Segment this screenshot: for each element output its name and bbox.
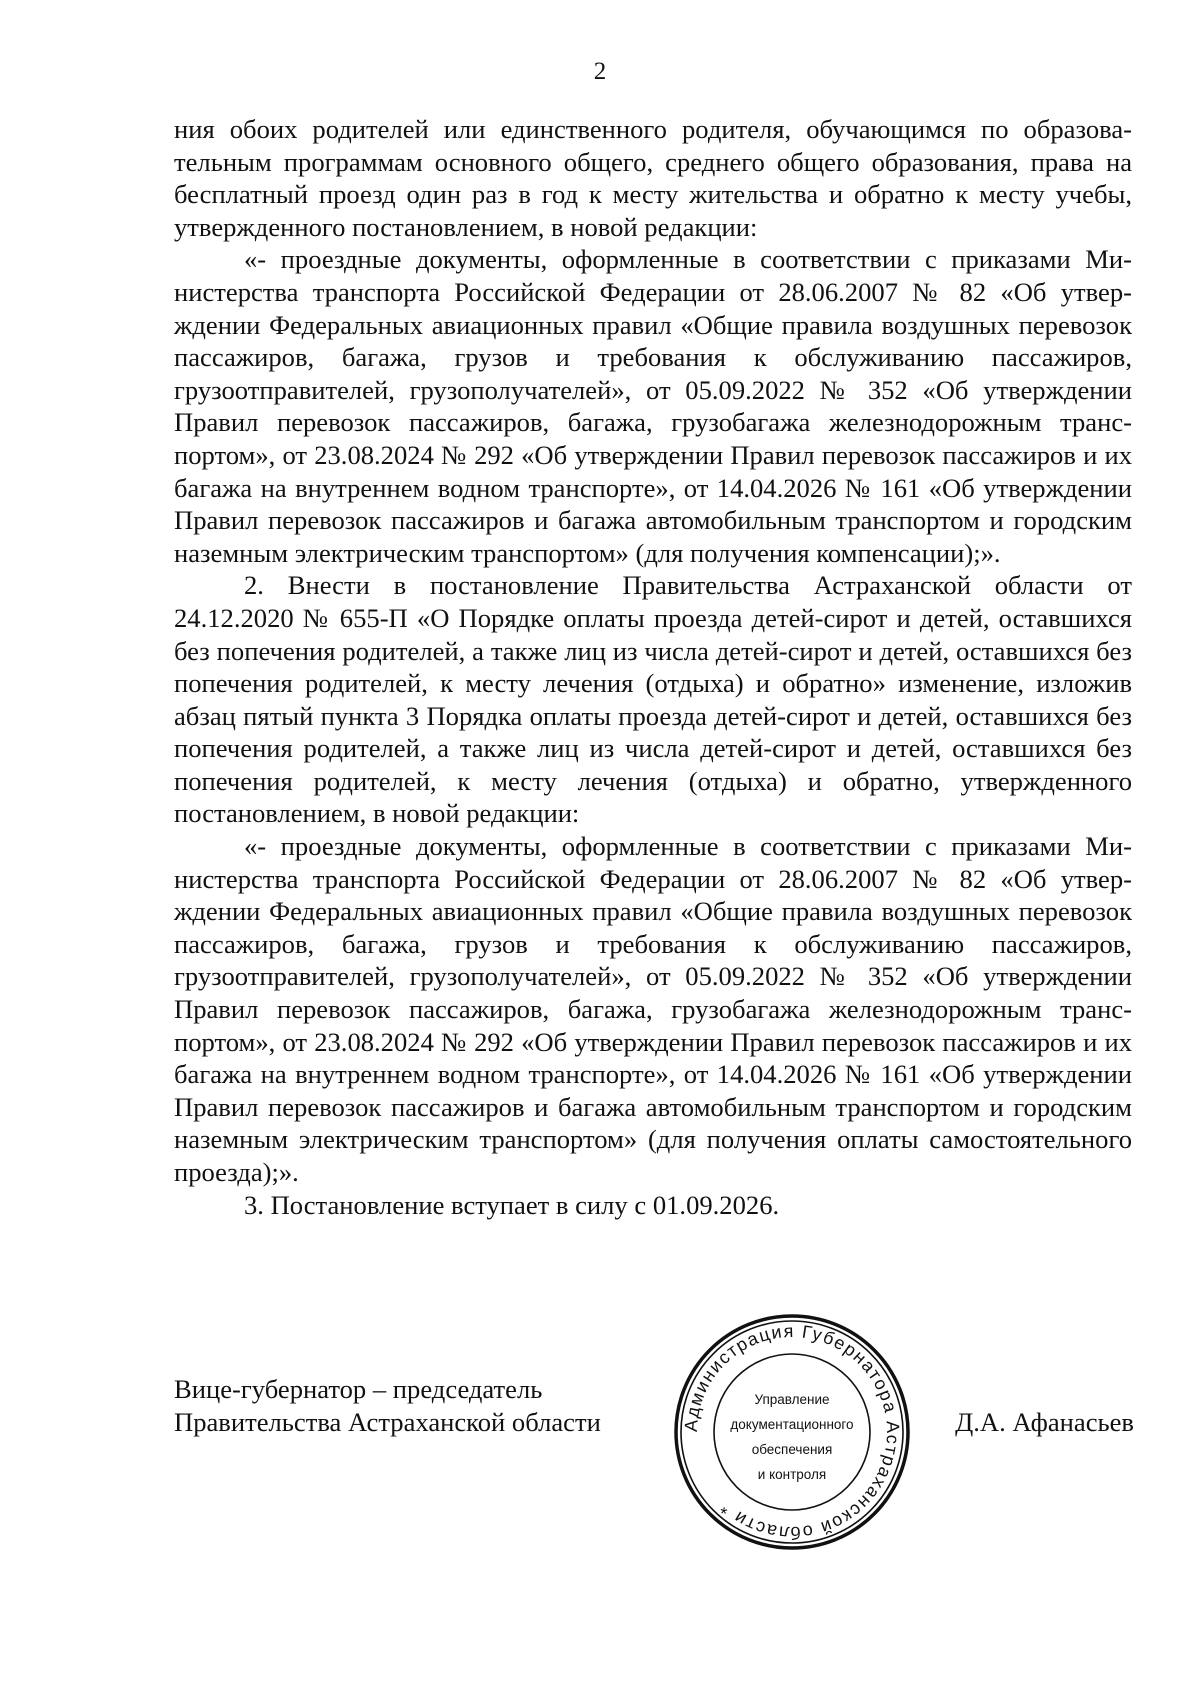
seal-center-line: документационного <box>730 1417 854 1432</box>
page-number: 2 <box>593 58 607 85</box>
paragraph: «- проездные документы, оформленные в соответствии с приказами Министерства транспорта Российской Федерации от 28.06.2007 № 82 «Об утверждении Федеральных авиационных правил «Общие правила воздушных перевозок пассажиров, багажа, грузов и требования к обслуживанию пассажиров, грузоотправителей, грузополучателей», от 05.09.2022 № 352 «Об утверждении Правил перевозок пассажиров, багажа, грузобагажа железнодорожным транспортом», от 23.08.2024 № 292 «Об утверждении Правил перевозок пассажиров и их багажа на внутреннем водном транспорте», от 14.04.2026 № 161 «Об утверждении Правил перевозок пассажиров и багажа автомобильным транспортом и городским наземным электрическим транспортом» (для получения компенсации);». <box>174 244 1132 568</box>
seal-ring-text: Администрация Губернатора Астраханской области * <box>680 1320 904 1544</box>
seal-inner-ring <box>714 1354 870 1510</box>
seal-outer-ring <box>676 1316 908 1548</box>
seal-center-line: обеспечения <box>751 1442 833 1457</box>
signatory-title-line: Вице-губернатор – председатель <box>174 1374 543 1404</box>
signatory-name: Д.А. Афанасьев <box>955 1407 1134 1437</box>
document-body <box>174 113 1132 1221</box>
official-seal <box>672 1312 912 1552</box>
signatory-title-line: Правительства Астраханской области <box>174 1406 601 1437</box>
paragraph: ния обоих родителей или единственного родителя, обучающимся по образовательным программам основного общего, среднего общего образования, права на бесплатный проезд один раз в год к месту жительства и обратно к месту учебы, утвержденного постановлением, в новой редакции: <box>174 114 1132 242</box>
seal-center-line: и контроля <box>757 1467 827 1482</box>
signatory-title <box>174 1373 601 1438</box>
seal-center-line: Управление <box>754 1392 830 1407</box>
official-seal-graphic <box>672 1312 912 1552</box>
paragraph: 2. Внести в постановление Правительства Астраханской области от 24.12.2020 № 655-П «О Порядке оплаты проезда детей-сирот и детей, оставшихся без попечения родителей, а также лиц из числа детей-сирот и детей, оставшихся без попечения родителей, к месту лечения (отдыха) и обратно» изменение, изложив абзац пятый пункта 3 Порядка оплаты проезда детей-сирот и детей, оставшихся без попечения родителей, а также лиц из числа детей-сирот и детей, оставшихся без попечения родителей, к месту лечения (отдыха) и обратно, утвержденного постановлением, в новой редакции: <box>174 570 1132 829</box>
paragraph: «- проездные документы, оформленные в соответствии с приказами Министерства транспорта Российской Федерации от 28.06.2007 № 82 «Об утверждении Федеральных авиационных правил «Общие правила воздушных перевозок пассажиров, багажа, грузов и требования к обслуживанию пассажиров, грузоотправителей, грузополучателей», от 05.09.2022 № 352 «Об утверждении Правил перевозок пассажиров, багажа, грузобагажа железнодорожным транспортом», от 23.08.2024 № 292 «Об утверждении Правил перевозок пассажиров и их багажа на внутреннем водном транспорте», от 14.04.2026 № 161 «Об утверждении Правил перевозок пассажиров и багажа автомобильным транспортом и городским наземным электрическим транспортом» (для получения оплаты самостоятельного проезда);». <box>174 831 1132 1187</box>
paragraph: 3. Постановление вступает в силу с 01.09.2026. <box>244 1189 780 1220</box>
